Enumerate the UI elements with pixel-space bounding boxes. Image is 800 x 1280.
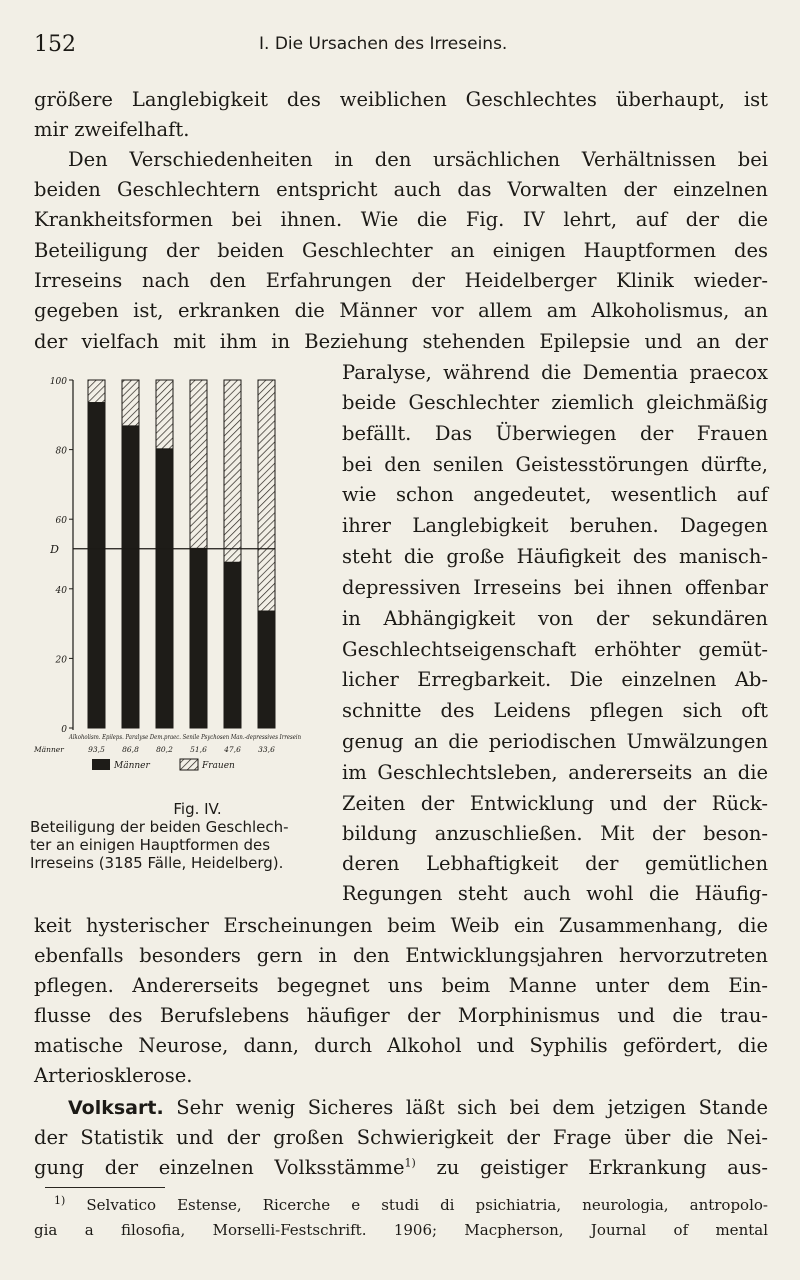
text-line: keit hysterischer Erscheinungen beim Weib ein Zusammenhang, die (34, 914, 768, 937)
text-line: Den Verschiedenheiten in den ursächlichen Verhältnissen bei (68, 148, 768, 171)
bar-maenner (224, 562, 241, 728)
text-line: beide Geschlechter ziemlich gleichmäßig (342, 391, 768, 414)
text-line: befällt. Das Überwiegen der Frauen (342, 422, 768, 445)
text-line: pflegen. Andererseits begegnet uns beim Manne unter dem Ein- (34, 974, 768, 997)
caption-line: ter an einigen Hauptformen des (30, 836, 271, 854)
legend-swatch-maenner (92, 759, 110, 770)
footnote-line: gia a filosofia, Morselli-Festschrift. 1906; Macpherson, Journal of mental (34, 1221, 768, 1239)
y-tick-label: 80 (55, 446, 67, 457)
text-line: der vielfach mit ihm in Beziehung stehenden Epilepsie und an der (34, 330, 768, 353)
footnote-rule (45, 1187, 165, 1188)
text-line: schnitte des Leidens pflegen sich oft (342, 699, 768, 722)
y-tick-label: 40 (55, 585, 67, 596)
footnote-text: Selvatico Estense, Ricerche e studi di psichiatria, neurologia, antropolo- (86, 1196, 768, 1214)
value-label: 51,6 (190, 745, 207, 754)
text-line: in Abhängigkeit von der sekundären (342, 607, 768, 630)
bar-frauen (156, 380, 173, 449)
bar-frauen (122, 380, 139, 426)
footnote-line (54, 1193, 768, 1217)
bar-frauen (258, 380, 275, 611)
footnote-marker: 1) (54, 1194, 66, 1207)
page-header (34, 32, 766, 62)
value-label: 80,2 (156, 745, 173, 754)
value-label: 86,8 (122, 745, 139, 754)
y-tick-label: 60 (55, 516, 67, 527)
text-line (34, 1153, 768, 1183)
text-line: der Statistik und der großen Schwierigkeit der Frage über die Nei- (34, 1126, 768, 1149)
value-row-label: Männer (34, 745, 64, 754)
legend-label-frauen: Frauen (202, 761, 235, 771)
text-line: Paralyse, während die Dementia praecox (342, 361, 768, 384)
text-line: ihrer Langlebigkeit beruhen. Dagegen (342, 514, 768, 537)
text-line: depressiven Irreseins bei ihnen offenbar (342, 576, 768, 599)
text-line: deren Lebhaftigkeit der gemütlichen (342, 852, 768, 875)
y-tick-label: 0 (61, 725, 67, 735)
text-line: steht die große Häufigkeit des manisch- (342, 545, 768, 568)
text-line: Arteriosklerose. (34, 1064, 193, 1087)
reference-line-label: D (50, 542, 59, 556)
footnote-ref[interactable]: 1) (404, 1156, 416, 1170)
bar-frauen (224, 380, 241, 562)
y-tick-label: 100 (49, 377, 67, 387)
bar-maenner (122, 426, 139, 728)
text-line: genug an die periodischen Umwälzungen (342, 730, 768, 753)
text-line: ebenfalls besonders gern in den Entwicklungsjahren hervorzutreten (34, 944, 768, 967)
category-labels: Alkoholism. Epileps. Paralyse Dem.praec. Senile Psychosen Man.-depressives Irresein (68, 734, 302, 741)
text-line: im Geschlechtsleben, andererseits an die (342, 761, 768, 784)
text-run: Sehr wenig Sicheres läßt sich bei dem jetzigen Stande (176, 1096, 769, 1119)
text-run: gung der einzelnen Volksstämme (34, 1156, 405, 1179)
text-line: bei den senilen Geistesstörungen dürfte, (342, 453, 768, 476)
text-line: Zeiten der Entwicklung und der Rück- (342, 792, 768, 815)
text-run: zu geistiger Erkrankung aus- (436, 1156, 769, 1179)
text-line: Irreseins nach den Erfahrungen der Heidelberger Klinik wieder- (34, 269, 768, 292)
legend-label-maenner: Männer (114, 761, 150, 771)
bar-maenner (190, 548, 207, 728)
value-label: 93,5 (88, 745, 105, 754)
caption-line: Beteiligung der beiden Geschlech- (30, 818, 289, 836)
text-line: Krankheitsformen bei ihnen. Wie die Fig. IV lehrt, auf der die (34, 208, 768, 231)
figure-title: Fig. IV. (173, 800, 222, 818)
bar-maenner (258, 611, 275, 728)
text-line: mir zweifelhaft. (34, 118, 190, 141)
section-heading-volksart: Volksart. (68, 1097, 164, 1119)
text-line: beiden Geschlechtern entspricht auch das Vorwalten der einzelnen (34, 178, 768, 201)
bar-maenner (88, 403, 105, 728)
bar-frauen (190, 380, 207, 548)
text-line: Geschlechtseigenschaft erhöhter gemüt- (342, 638, 768, 661)
text-line: wie schon angedeutet, wesentlich auf (342, 483, 768, 506)
value-label: 33,6 (258, 745, 275, 754)
page-number: 152 (34, 32, 76, 57)
stacked-bar-chart (30, 368, 335, 798)
bar-frauen (88, 380, 105, 403)
y-tick-label: 20 (55, 655, 67, 666)
bar-maenner (156, 449, 173, 728)
legend-swatch-frauen (180, 759, 198, 770)
text-line: Regungen steht auch wohl die Häufig- (342, 882, 768, 905)
text-line: flusse des Berufslebens häufiger der Morphinismus und die trau- (34, 1004, 768, 1027)
running-title: I. Die Ursachen des Irreseins. (259, 34, 508, 54)
caption-line: Irreseins (3185 Fälle, Heidelberg). (30, 854, 284, 872)
figure-caption (30, 800, 335, 872)
value-label: 47,6 (224, 745, 241, 754)
text-line (34, 1093, 768, 1123)
text-line: größere Langlebigkeit des weiblichen Geschlechtes überhaupt, ist (34, 88, 768, 111)
text-line: bildung anzuschließen. Mit der beson- (342, 822, 768, 845)
text-line: matische Neurose, dann, durch Alkohol und Syphilis gefördert, die (34, 1034, 768, 1057)
text-line: licher Erregbarkeit. Die einzelnen Ab- (342, 668, 768, 691)
text-line: Beteiligung der beiden Geschlechter an einigen Hauptformen des (34, 239, 768, 262)
text-line: gegeben ist, erkranken die Männer vor allem am Alkoholismus, an (34, 299, 768, 322)
